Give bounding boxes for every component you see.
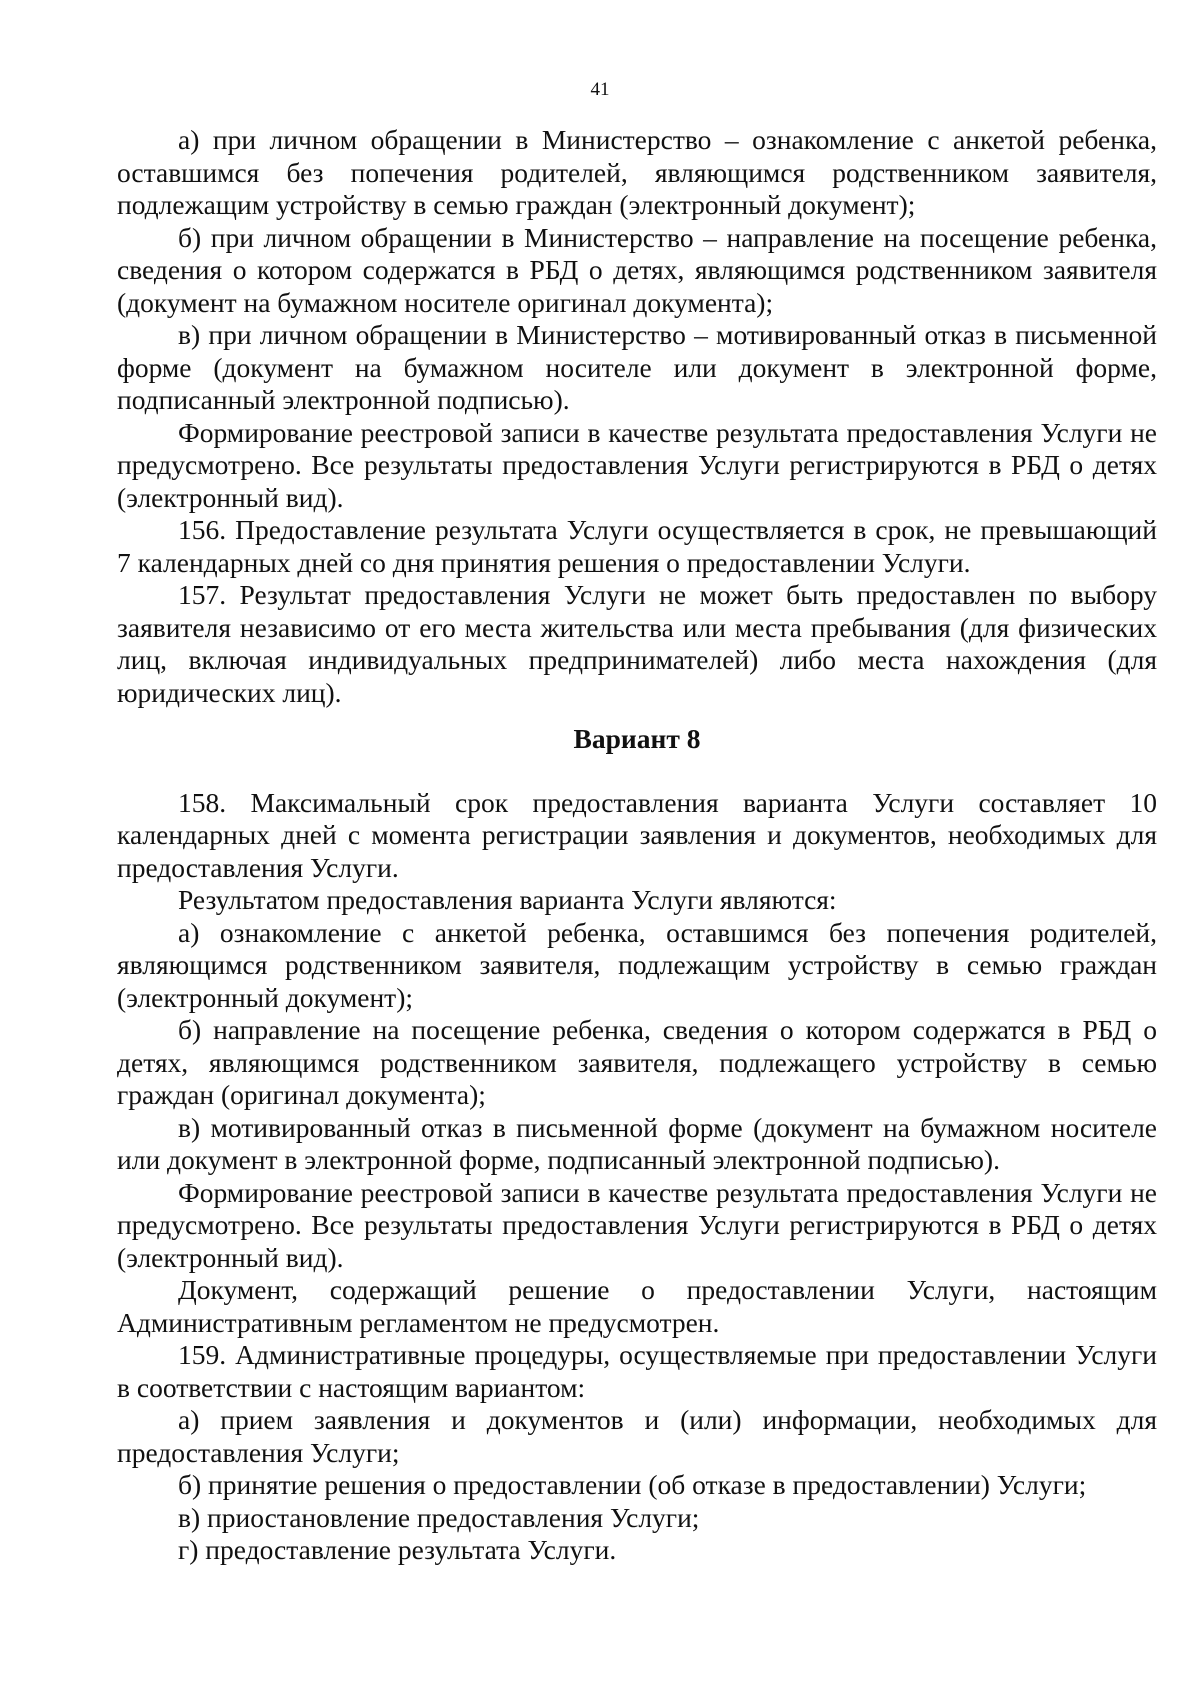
paragraph-procedure-g: г) предоставление результата Услуги.	[178, 1534, 617, 1565]
document-body	[117, 124, 1157, 1567]
paragraph-procedure-v: в) приостановление предоставления Услуги;	[178, 1501, 700, 1533]
paragraph-1-a-personal-visit-acquaintance: а) при личном обращении в Министерство – ознакомление с анкетой ребенка, оставшимся без попечения родителей, являющимся родственником заявителя, подлежащим устройству в семью граждан (электронный документ);	[117, 124, 1157, 220]
paragraph-result-b: б) направление на посещение ребенка, сведения о котором содержатся в РБД о детях, являющимся родственником заявителя, подлежащего устройству в семью граждан (оригинал документа);	[117, 1014, 1157, 1110]
paragraph-result-v: в) мотивированный отказ в письменной форме (документ на бумажном носителе или документ в электронной форме, подписанный электронной подписью).	[117, 1111, 1157, 1175]
paragraph-procedure-b: б) принятие решения о предоставлении (об отказе в предоставлении) Услуги;	[178, 1469, 1087, 1500]
paragraph-decision-document-note: Документ, содержащий решение о предоставлении Услуги, настоящим Административным регламентом не предусмотрен.	[117, 1274, 1157, 1338]
paragraph-1-v-personal-visit-refusal: в) при личном обращении в Министерство – мотивированный отказ в письменной форме (документ на бумажном носителе или документ в электронной форме, подписанный электронной подписью).	[117, 319, 1157, 415]
paragraph-1-b-personal-visit-direction: б) при личном обращении в Министерство – направление на посещение ребенка, сведения о котором содержатся в РБД о детях, являющимся родственником заявителя (документ на бумажном носителе оригинал документа);	[117, 221, 1157, 318]
paragraph-registry-record-note-1: Формирование реестровой записи в качестве результата предоставления Услуги не предусмотрено. Все результаты предоставления Услуги регистрируются в РБД о детях (электронный вид).	[117, 416, 1157, 513]
paragraph-result-a: а) ознакомление с анкетой ребенка, оставшимся без попечения родителей, являющимся родственником заявителя, подлежащим устройству в семью граждан (электронный документ);	[117, 916, 1157, 1013]
paragraph-procedure-a: а) прием заявления и документов и (или) информации, необходимых для предоставления Услуги;	[117, 1404, 1157, 1468]
paragraph-159: 159. Административные процедуры, осуществляемые при предоставлении Услуги в соответствии с настоящим вариантом:	[117, 1339, 1157, 1403]
paragraph-156: 156. Предоставление результата Услуги осуществляется в срок, не превышающий 7 календарных дней со дня принятия решения о предоставлении Услуги.	[117, 514, 1157, 578]
paragraph-registry-record-note-2: Формирование реестровой записи в качестве результата предоставления Услуги не предусмотрено. Все результаты предоставления Услуги регистрируются в РБД о детях (электронный вид).	[117, 1176, 1157, 1273]
paragraph-158: 158. Максимальный срок предоставления варианта Услуги составляет 10 календарных дней с момента регистрации заявления и документов, необходимых для предоставления Услуги.	[117, 786, 1157, 883]
section-heading-variant-8: Вариант 8	[573, 723, 701, 754]
page-number: 41	[590, 79, 610, 100]
paragraph-results-intro: Результатом предоставления варианта Услуги являются:	[178, 884, 837, 915]
paragraph-157: 157. Результат предоставления Услуги не может быть предоставлен по выбору заявителя независимо от его места жительства или места пребывания (для физических лиц, включая индивидуальных предпринимателей) либо места нахождения (для юридических лиц).	[117, 579, 1157, 708]
